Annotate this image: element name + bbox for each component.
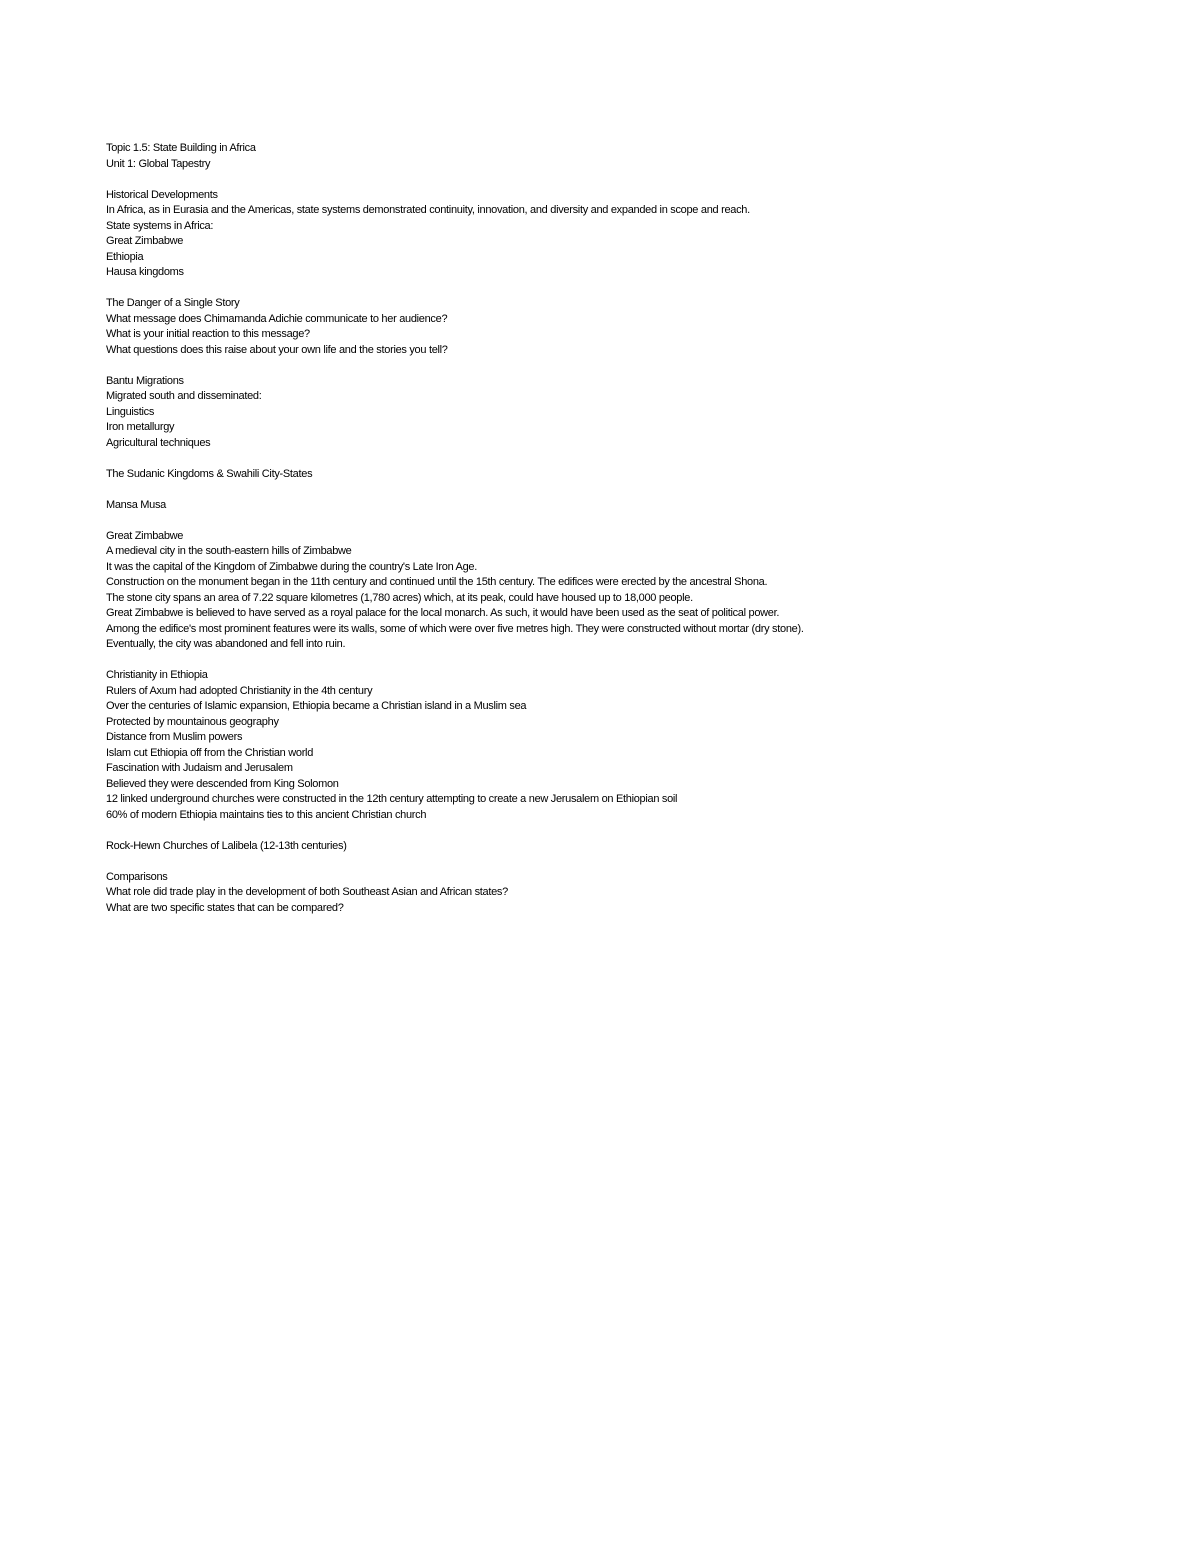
text-line: Rulers of Axum had adopted Christianity in the 4th century [106,684,373,697]
unit-title: Unit 1: Global Tapestry [106,157,211,170]
section-heading: Christianity in Ethiopia [106,669,208,681]
spacer [106,854,1156,870]
text-line: Great Zimbabwe is believed to have served as a royal palace for the local monarch. As such, it would have been used as the seat of political power. [106,607,780,619]
spacer [106,172,1156,188]
section-heading: Mansa Musa [106,498,166,511]
section-heading: Bantu Migrations [106,374,184,387]
text-line: Over the centuries of Islamic expansion, Ethiopia became a Christian island in a Muslim sea [106,700,527,712]
topic-title: Topic 1.5: State Building in Africa [106,142,256,154]
text-line: 12 linked underground churches were constructed in the 12th century attempting to create a new Jerusalem on Ethiopian soil [106,793,678,805]
spacer [106,513,1156,529]
spacer [106,451,1156,467]
text-line: Construction on the monument began in the 11th century and continued until the 15th century. The edifices were erected by the ancestral Shona. [106,576,768,588]
text-line: Iron metallurgy [106,421,175,433]
text-line: Agricultural techniques [106,436,211,449]
text-line: Migrated south and disseminated: [106,390,262,402]
text-line: Distance from Muslim powers [106,731,243,743]
spacer [106,358,1156,374]
text-line: Believed they were descended from King Solomon [106,777,339,790]
text-line: In Africa, as in Eurasia and the Americas, state systems demonstrated continuity, innovation, and diversity and expanded in scope and reach. [106,204,750,216]
section-christianity-ethiopia [106,668,1156,823]
spacer [106,281,1156,297]
text-line: State systems in Africa: [106,219,214,232]
text-line: Linguistics [106,405,155,418]
spacer [106,482,1156,498]
section-heading: Rock-Hewn Churches of Lalibela (12-13th centuries) [106,839,347,852]
section-historical-developments [106,188,1156,281]
section-heading: Comparisons [106,870,168,883]
text-line: A medieval city in the south-eastern hills of Zimbabwe [106,545,352,557]
text-line: What message does Chimamanda Adichie communicate to her audience? [106,312,448,325]
text-line: What is your initial reaction to this message? [106,328,310,340]
text-line: What are two specific states that can be compared? [106,901,344,914]
section-lalibela [106,839,1156,855]
document-body [106,141,1156,916]
section-mansa-musa [106,498,1156,514]
section-bantu-migrations [106,374,1156,452]
text-line: Protected by mountainous geography [106,715,279,728]
text-line: The stone city spans an area of 7.22 square kilometres (1,780 acres) which, at its peak, could have housed up to 18,000 people. [106,591,693,604]
text-line: Eventually, the city was abandoned and fell into ruin. [106,638,346,650]
text-line: Islam cut Ethiopia off from the Christian world [106,746,314,759]
text-line: Great Zimbabwe [106,235,184,247]
section-single-story [106,296,1156,358]
text-line: It was the capital of the Kingdom of Zimbabwe during the country's Late Iron Age. [106,560,477,573]
text-line: 60% of modern Ethiopia maintains ties to this ancient Christian church [106,808,427,821]
text-line: What role did trade play in the development of both Southeast Asian and African states? [106,886,508,898]
text-line: Fascination with Judaism and Jerusalem [106,762,293,774]
section-great-zimbabwe [106,529,1156,653]
section-heading: The Danger of a Single Story [106,297,240,309]
spacer [106,823,1156,839]
section-comparisons [106,870,1156,917]
spacer [106,653,1156,669]
text-line: Among the edifice's most prominent features were its walls, some of which were over five metres high. They were constructed without mortar (dry stone). [106,622,804,635]
section-heading: The Sudanic Kingdoms & Swahili City-States [106,467,313,480]
section-heading: Historical Developments [106,188,218,201]
section-sudanic-kingdoms [106,467,1156,483]
text-line: Hausa kingdoms [106,266,184,278]
text-line: What questions does this raise about your own life and the stories you tell? [106,343,448,356]
section-heading: Great Zimbabwe [106,529,184,542]
text-line: Ethiopia [106,250,144,263]
